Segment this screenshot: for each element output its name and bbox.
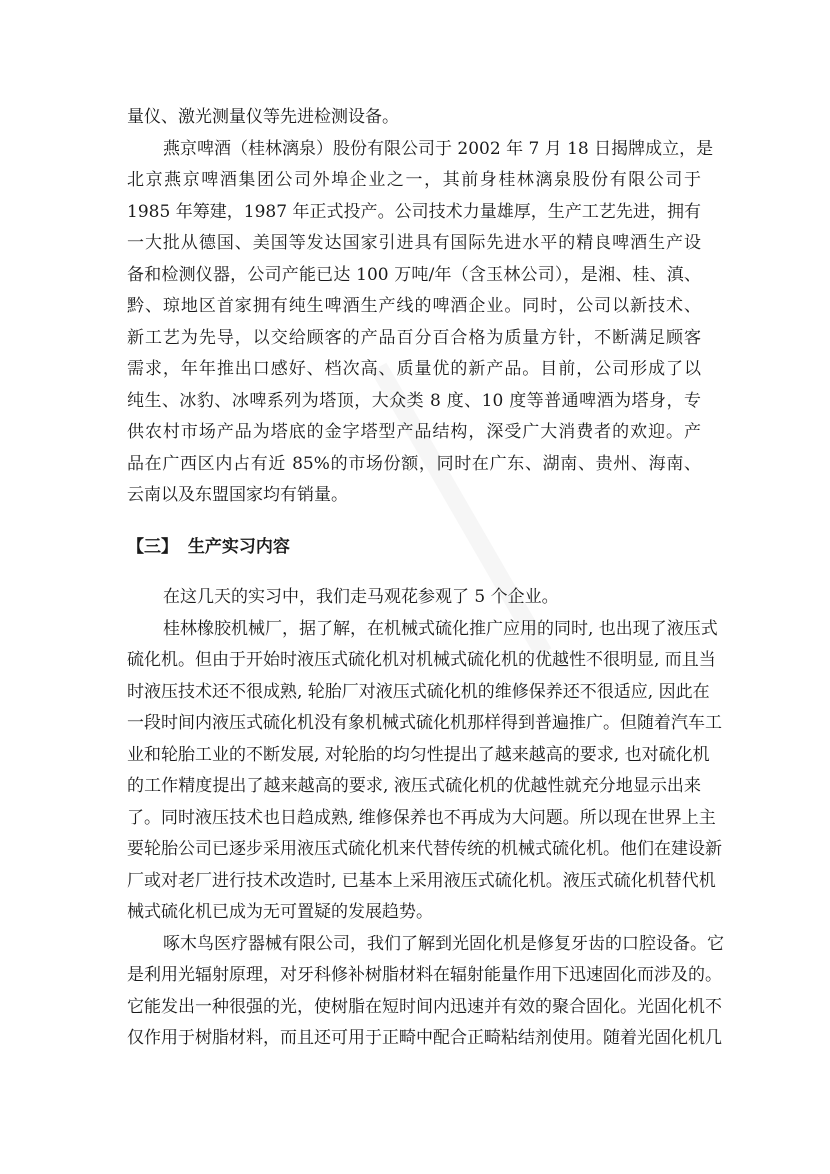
text-line: 需求，年年推出口感好、档次高、质量优的新产品。目前，公司形成了以 xyxy=(127,359,701,379)
text-line: 仅作用于树脂材料，而且还可用于正畸中配合正畸粘结剂使用。随着光固化机几 xyxy=(127,1028,722,1048)
text-line: 时液压技术还不很成熟, 轮胎厂对液压式硫化机的维修保养还不很适应, 因此在 xyxy=(127,681,710,702)
text-line: 量仪、激光测量仪等先进检测设备。 xyxy=(127,107,399,127)
body-before-heading xyxy=(127,102,714,512)
text-line: 一段时间内液压式硫化机没有象机械式硫化机那样得到普遍推广。但随着汽车工 xyxy=(127,713,722,733)
section-title: 生产实习内容 xyxy=(187,536,290,557)
document-page xyxy=(127,102,724,1055)
paragraph xyxy=(127,614,722,929)
text-line: 要轮胎公司已逐步采用液压式硫化机来代替传统的机械式硫化机。他们在建设新 xyxy=(127,839,722,859)
text-line: 北京燕京啤酒集团公司外埠企业之一，其前身桂林漓泉股份有限公司于 xyxy=(127,170,701,190)
text-line: 备和检测仪器，公司产能已达 100 万吨/年（含玉林公司），是湘、桂、滇、 xyxy=(127,264,701,285)
text-line: 它能发出一种很强的光，使树脂在短时间内迅速并有效的聚合固化。光固化机不 xyxy=(127,996,722,1017)
text-line: 纯生、冰豹、冰啤系列为塔顶，大众类 8 度、10 度等普通啤酒为塔身，专 xyxy=(127,390,701,411)
text-line: 黔、琼地区首家拥有纯生啤酒生产线的啤酒企业。同时，公司以新技术、 xyxy=(127,296,701,316)
section-number: 【三】 xyxy=(127,536,178,557)
paragraph xyxy=(127,582,701,614)
paragraph xyxy=(127,134,714,512)
text-line: 供农村市场产品为塔底的金字塔型产品结构，深受广大消费者的欢迎。产 xyxy=(127,422,701,442)
text-line: 在这几天的实习中，我们走马观花参观了 5 个企业。 xyxy=(163,587,559,607)
section-heading xyxy=(127,532,701,564)
text-line: 新工艺为先导，以交给顾客的产品百分百合格为质量方针，不断满足顾客 xyxy=(127,327,701,348)
text-line: 业和轮胎工业的不断发展, 对轮胎的均匀性提出了越来越高的要求, 也对硫化机 xyxy=(127,744,710,765)
text-line: 是利用光辐射原理，对牙科修补树脂材料在辐射能量作用下迅速固化而涉及的。 xyxy=(127,965,722,985)
text-line: 燕京啤酒（桂林漓泉）股份有限公司于 2002 年 7 月 18 日揭牌成立，是 xyxy=(163,138,714,159)
text-line: 啄木鸟医疗器械有限公司，我们了解到光固化机是修复牙齿的口腔设备。它 xyxy=(163,933,724,954)
body-after-heading xyxy=(127,582,724,1055)
text-line: 桂林橡胶机械厂，据了解，在机械式硫化推广应用的同时, 也出现了液压式 xyxy=(163,618,718,639)
paragraph xyxy=(127,102,701,134)
text-line: 械式硫化机已成为无可置疑的发展趋势。 xyxy=(127,902,433,922)
text-line: 厂或对老厂进行技术改造时, 已基本上采用液压式硫化机。液压式硫化机替代机 xyxy=(127,870,716,891)
text-line: 的工作精度提出了越来越高的要求, 液压式硫化机的优越性就充分地显示出来 xyxy=(127,776,701,796)
text-line: 品在广西区内占有近 85%的市场份额，同时在广东、湖南、贵州、海南、 xyxy=(127,453,701,474)
text-line: 1985 年筹建，1987 年正式投产。公司技术力量雄厚，生产工艺先进，拥有 xyxy=(127,201,701,222)
paragraph xyxy=(127,929,724,1055)
text-line: 了。同时液压技术也日趋成熟, 维修保养也不再成为大问题。所以现在世界上主 xyxy=(127,807,716,828)
text-line: 云南以及东盟国家均有销量。 xyxy=(127,485,348,505)
text-line: 一大批从德国、美国等发达国家引进具有国际先进水平的精良啤酒生产设 xyxy=(127,233,701,253)
text-line: 硫化机。但由于开始时液压式硫化机对机械式硫化机的优越性不很明显, 而且当 xyxy=(127,650,716,670)
